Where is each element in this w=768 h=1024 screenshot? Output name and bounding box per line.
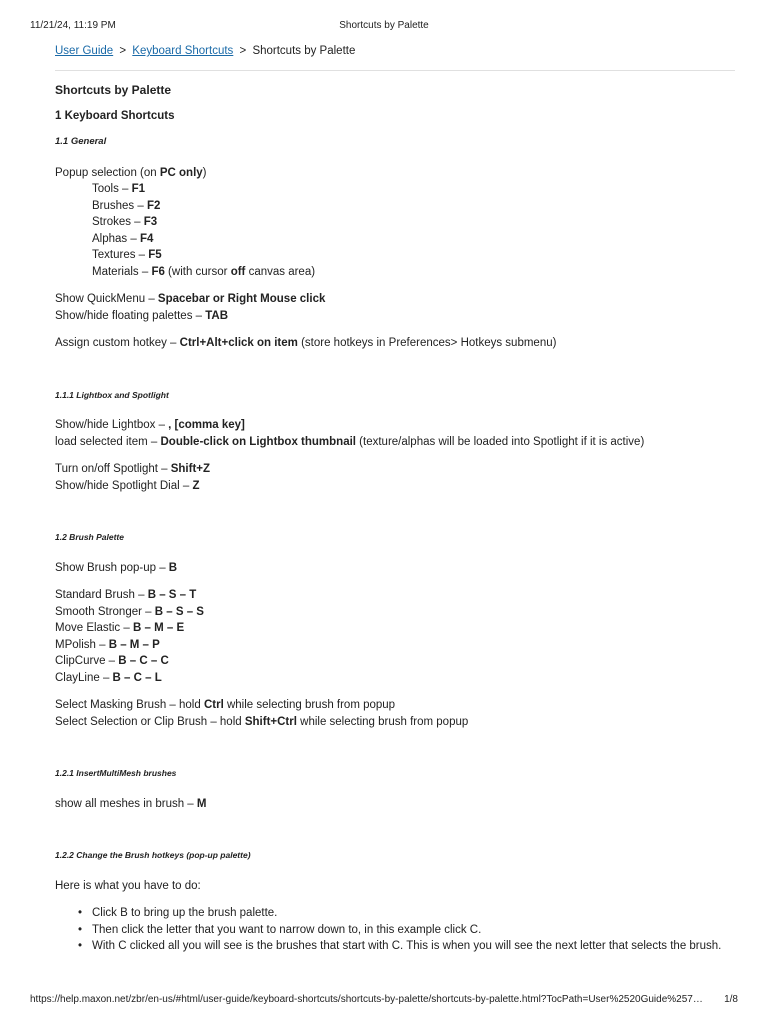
section-heading-general: 1.1 General (55, 136, 107, 147)
print-title: Shortcuts by Palette (339, 20, 429, 31)
breadcrumb-link-user-guide[interactable]: User Guide (55, 45, 114, 57)
list-item: • Then click the letter that you want to narrow down to, in this example click C. (78, 922, 745, 939)
list-item: • Click B to bring up the brush palette. (78, 905, 745, 922)
shortcut-item: Show QuickMenu – Spacebar or Right Mouse click (55, 293, 326, 305)
popup-selection-intro: Popup selection (on PC only) (55, 166, 207, 179)
shortcut-item: Standard Brush – B – S – T (55, 589, 197, 601)
spotlight-block (55, 461, 745, 494)
shortcut-item: Tools – F1 (92, 183, 146, 195)
breadcrumb-separator: > (239, 45, 247, 57)
list-item: • With C clicked all you will see is the brushes that start with C. This is when you will see the next letter that selects the brush. (78, 938, 745, 955)
shortcut-item: Show/hide Spotlight Dial – Z (55, 479, 200, 492)
shortcut-item: Strokes – F3 (92, 216, 158, 228)
shortcut-item: Brushes – F2 (92, 199, 161, 212)
shortcut-item: Turn on/off Spotlight – Shift+Z (55, 463, 211, 475)
change-intro: Here is what you have to do: (55, 879, 201, 892)
shortcut-item: Show/hide floating palettes – TAB (55, 309, 229, 322)
shortcut-item: Smooth Stronger – B – S – S (55, 605, 204, 618)
shortcut-item: Select Selection or Clip Brush – hold Shift+Ctrl while selecting brush from popup (55, 715, 469, 728)
shortcut-item: load selected item – Double-click on Lightbox thumbnail (texture/alphas will be loaded into Spotlight if it is active) (55, 435, 645, 448)
shortcut-item: Select Masking Brush – hold Ctrl while selecting brush from popup (55, 699, 396, 711)
shortcut-item: Show Brush pop-up – B (55, 561, 178, 574)
shortcut-item: Textures – F5 (92, 249, 162, 261)
page-number: 1/8 (724, 994, 738, 1005)
section-heading-change-brush-hotkeys: 1.2.2 Change the Brush hotkeys (pop-up palette) (55, 850, 251, 860)
header-divider (55, 70, 735, 71)
popup-selection-block (55, 165, 745, 281)
breadcrumb (55, 45, 355, 57)
shortcut-item: Materials – F6 (with cursor off canvas area) (92, 265, 316, 278)
shortcut-item: Alphas – F4 (92, 232, 154, 245)
shortcut-item: ClayLine – B – C – L (55, 671, 162, 684)
brush-popup-block (55, 560, 745, 577)
instruction-list (55, 905, 745, 955)
section-heading-brush-palette: 1.2 Brush Palette (55, 532, 124, 542)
print-header (0, 20, 768, 34)
shortcut-item: ClipCurve – B – C – C (55, 655, 169, 667)
shortcut-item: Show/hide Lightbox – , [comma key] (55, 419, 245, 431)
quickmenu-block (55, 291, 745, 324)
section-heading-lightbox: 1.1.1 Lightbox and Spotlight (55, 389, 169, 400)
print-datetime: 11/21/24, 11:19 PM (30, 20, 116, 31)
print-url: https://help.maxon.net/zbr/en-us/#html/user-guide/keyboard-shortcuts/shortcuts-by-palette/shortcuts-by-palette.html?TocPath=User%2520Guide%257… (30, 994, 703, 1005)
breadcrumb-separator: > (119, 45, 127, 57)
custom-hotkey-block (55, 335, 745, 352)
shortcut-item: show all meshes in brush – M (55, 797, 207, 810)
shortcut-item: Assign custom hotkey – Ctrl+Alt+click on item (store hotkeys in Preferences> Hotkeys submenu) (55, 337, 557, 349)
brush-list-block (55, 587, 745, 686)
page-title: Shortcuts by Palette (55, 83, 172, 97)
print-footer (0, 994, 768, 1008)
imm-block (55, 796, 745, 813)
section-heading-keyboard-shortcuts: 1 Keyboard Shortcuts (55, 109, 175, 122)
section-heading-insertmultimesh: 1.2.1 InsertMultiMesh brushes (55, 768, 177, 778)
masking-block (55, 697, 745, 730)
shortcut-item: Move Elastic – B – M – E (55, 622, 185, 634)
breadcrumb-current: Shortcuts by Palette (252, 45, 356, 57)
shortcut-item: MPolish – B – M – P (55, 638, 160, 651)
breadcrumb-link-keyboard-shortcuts[interactable]: Keyboard Shortcuts (132, 45, 234, 57)
lightbox-block (55, 417, 745, 450)
article-content (55, 82, 745, 955)
